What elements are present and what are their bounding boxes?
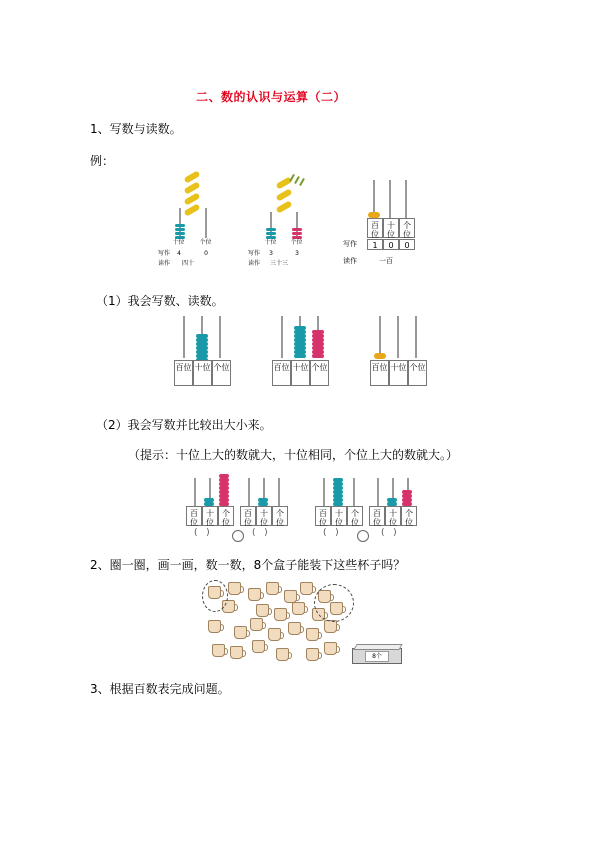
cup-icon bbox=[208, 620, 221, 633]
hint: （提示：十位上大的数就大，十位相同，个位上大的数就大。） bbox=[128, 448, 459, 462]
header-ones: 个位 bbox=[212, 360, 231, 386]
cups-illustration bbox=[196, 578, 356, 668]
digit: 0 bbox=[399, 239, 415, 250]
abacus-a bbox=[174, 316, 234, 386]
bead bbox=[266, 232, 276, 235]
cup-icon bbox=[252, 640, 265, 653]
header-hundreds: 百位 bbox=[174, 360, 193, 386]
answer-blank[interactable]: ( ) bbox=[252, 528, 268, 538]
box-label: 8个 bbox=[365, 651, 389, 662]
row-label-write: 写作 bbox=[248, 250, 261, 257]
bead bbox=[292, 228, 302, 231]
sub2-heading: （2）我会写数并比较出大小来。 bbox=[96, 418, 272, 432]
bundle-of-ten bbox=[184, 181, 201, 194]
cup-icon bbox=[292, 602, 305, 615]
bundle-of-ten bbox=[184, 203, 201, 216]
compare-circle[interactable] bbox=[232, 530, 244, 542]
header-ones: 个位 bbox=[199, 239, 212, 246]
bead bbox=[175, 228, 185, 231]
cup-icon bbox=[306, 648, 319, 661]
cup-icon bbox=[212, 644, 225, 657]
header-hundreds: 百位 bbox=[315, 506, 331, 526]
header-ones: 个位 bbox=[408, 360, 427, 386]
reading: 三十三 bbox=[270, 260, 289, 267]
header-tens: 十位 bbox=[389, 360, 408, 386]
header-tens: 十位 bbox=[264, 239, 277, 246]
header-ones: 个位 bbox=[347, 506, 363, 526]
cup-icon bbox=[234, 626, 247, 639]
cup-icon bbox=[268, 628, 281, 641]
header-ones: 个位 bbox=[401, 506, 417, 526]
cup-icon bbox=[306, 628, 319, 641]
header-tens: 十位 bbox=[193, 360, 212, 386]
boxes-icon bbox=[352, 648, 402, 664]
header-hundreds: 百位 bbox=[367, 218, 383, 238]
cup-icon bbox=[230, 646, 243, 659]
header-ones: 个位 bbox=[290, 239, 303, 246]
cup-icon bbox=[300, 582, 313, 595]
circled-group bbox=[314, 584, 354, 622]
cup-icon bbox=[256, 604, 269, 617]
digit: 4 bbox=[177, 250, 181, 257]
header-ones: 个位 bbox=[218, 506, 234, 526]
bead bbox=[175, 224, 185, 227]
abacus-c bbox=[370, 316, 430, 386]
answer-blank[interactable]: ( ) bbox=[323, 528, 339, 538]
row-label-write: 写作 bbox=[158, 250, 171, 257]
cup-icon bbox=[276, 648, 289, 661]
reading: 一百 bbox=[379, 257, 393, 265]
row-label-read: 读作 bbox=[343, 257, 357, 265]
header-ones: 个位 bbox=[272, 506, 288, 526]
example-abacus-33 bbox=[248, 172, 308, 272]
cup-icon bbox=[250, 618, 263, 631]
compare-group-left bbox=[186, 470, 296, 542]
header-tens: 十位 bbox=[256, 506, 272, 526]
digit: 1 bbox=[367, 239, 383, 250]
bead bbox=[266, 228, 276, 231]
abacus-b bbox=[272, 316, 332, 386]
header-tens: 十位 bbox=[383, 218, 399, 238]
cup-icon bbox=[288, 622, 301, 635]
header-hundreds: 百位 bbox=[186, 506, 202, 526]
q2-heading: 2、圈一圈，画一画，数一数，8个盒子能装下这些杯子吗？ bbox=[90, 558, 406, 572]
example-abacus-100 bbox=[343, 178, 425, 273]
digit: 3 bbox=[295, 250, 299, 257]
page-title: 二、数的认识与运算（二） bbox=[196, 90, 347, 104]
cup-icon bbox=[248, 588, 261, 601]
header-hundreds: 百位 bbox=[272, 360, 291, 386]
header-tens: 十位 bbox=[202, 506, 218, 526]
answer-blank[interactable]: ( ) bbox=[194, 528, 210, 538]
header-hundreds: 百位 bbox=[240, 506, 256, 526]
digit: 0 bbox=[383, 239, 399, 250]
header-ones: 个位 bbox=[310, 360, 329, 386]
digit: 0 bbox=[204, 250, 208, 257]
answer-blank[interactable]: ( ) bbox=[381, 528, 397, 538]
bead bbox=[175, 232, 185, 235]
cup-icon bbox=[228, 582, 241, 595]
digit: 3 bbox=[269, 250, 273, 257]
stick bbox=[299, 178, 305, 186]
header-tens: 十位 bbox=[331, 506, 347, 526]
cup-icon bbox=[274, 608, 287, 621]
q3-heading: 3、根据百数表完成问题。 bbox=[90, 682, 230, 696]
sub1-heading: （1）我会写数、读数。 bbox=[96, 294, 224, 308]
header-ones: 个位 bbox=[399, 218, 415, 238]
header-hundreds: 百位 bbox=[369, 506, 385, 526]
compare-group-right bbox=[315, 470, 425, 542]
rod bbox=[389, 180, 391, 218]
header-tens: 十位 bbox=[291, 360, 310, 386]
rod bbox=[405, 180, 407, 218]
row-label-read: 读作 bbox=[158, 260, 171, 267]
row-label-write: 写作 bbox=[343, 240, 357, 248]
header-hundreds: 百位 bbox=[370, 360, 389, 386]
circled-group bbox=[202, 580, 228, 612]
bundle-of-ten bbox=[184, 192, 201, 205]
bundle-of-ten bbox=[276, 188, 293, 201]
header-tens: 十位 bbox=[385, 506, 401, 526]
rod bbox=[205, 208, 207, 238]
header-tens: 十位 bbox=[172, 239, 185, 246]
compare-circle[interactable] bbox=[357, 530, 369, 542]
example-abacus-40 bbox=[158, 172, 220, 272]
bundle-of-ten bbox=[276, 200, 293, 213]
cup-icon bbox=[266, 582, 279, 595]
row-label-read: 读作 bbox=[248, 260, 261, 267]
q1-heading: 1、写数与读数。 bbox=[90, 122, 182, 136]
cup-icon bbox=[324, 642, 337, 655]
bead bbox=[292, 232, 302, 235]
example-label: 例： bbox=[90, 154, 115, 168]
bundle-of-ten bbox=[184, 170, 201, 183]
reading: 四十 bbox=[182, 260, 195, 267]
